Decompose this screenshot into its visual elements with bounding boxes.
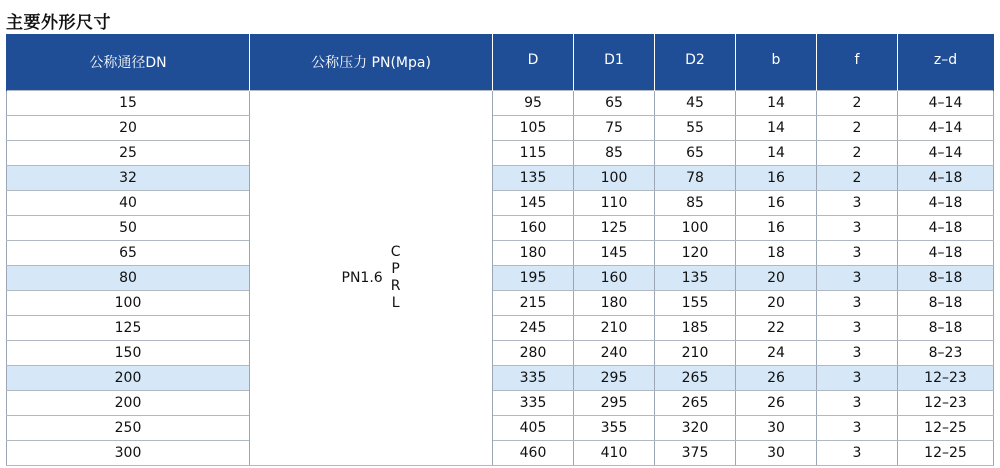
cell-zd: 4–14 bbox=[898, 140, 994, 165]
pressure-label: PN1.6 bbox=[341, 269, 383, 286]
cell-d: 405 bbox=[493, 415, 574, 440]
cell-d: 215 bbox=[493, 290, 574, 315]
cell-f: 3 bbox=[817, 440, 898, 465]
table-row bbox=[7, 90, 994, 115]
cell-b: 16 bbox=[736, 165, 817, 190]
cell-f: 2 bbox=[817, 115, 898, 140]
cell-b: 24 bbox=[736, 340, 817, 365]
cell-pressure bbox=[250, 90, 493, 465]
type-letters bbox=[391, 244, 401, 312]
table-row bbox=[7, 340, 994, 365]
cell-dn: 15 bbox=[7, 90, 250, 115]
table-row bbox=[7, 165, 994, 190]
type-letter: L bbox=[391, 294, 400, 311]
table-header-row bbox=[7, 34, 994, 90]
cell-d2: 120 bbox=[655, 240, 736, 265]
cell-d: 280 bbox=[493, 340, 574, 365]
cell-d1: 295 bbox=[574, 390, 655, 415]
cell-d2: 375 bbox=[655, 440, 736, 465]
cell-f: 2 bbox=[817, 90, 898, 115]
cell-d2: 210 bbox=[655, 340, 736, 365]
cell-b: 20 bbox=[736, 265, 817, 290]
type-letter: P bbox=[391, 260, 400, 277]
cell-d2: 185 bbox=[655, 315, 736, 340]
cell-d: 335 bbox=[493, 365, 574, 390]
cell-d1: 110 bbox=[574, 190, 655, 215]
cell-b: 18 bbox=[736, 240, 817, 265]
cell-f: 2 bbox=[817, 140, 898, 165]
cell-d1: 145 bbox=[574, 240, 655, 265]
cell-d2: 265 bbox=[655, 390, 736, 415]
table-row bbox=[7, 290, 994, 315]
cell-d: 180 bbox=[493, 240, 574, 265]
cell-f: 3 bbox=[817, 240, 898, 265]
cell-dn: 20 bbox=[7, 115, 250, 140]
cell-d2: 320 bbox=[655, 415, 736, 440]
cell-d2: 135 bbox=[655, 265, 736, 290]
cell-zd: 4–18 bbox=[898, 215, 994, 240]
table-row bbox=[7, 365, 994, 390]
cell-zd: 8–18 bbox=[898, 315, 994, 340]
cell-d: 145 bbox=[493, 190, 574, 215]
cell-f: 3 bbox=[817, 340, 898, 365]
cell-d1: 85 bbox=[574, 140, 655, 165]
cell-zd: 4–14 bbox=[898, 115, 994, 140]
header-b: b bbox=[736, 34, 817, 90]
cell-f: 3 bbox=[817, 365, 898, 390]
cell-d2: 78 bbox=[655, 165, 736, 190]
cell-zd: 12–23 bbox=[898, 365, 994, 390]
cell-d1: 295 bbox=[574, 365, 655, 390]
cell-d: 160 bbox=[493, 215, 574, 240]
cell-dn: 150 bbox=[7, 340, 250, 365]
cell-d1: 125 bbox=[574, 215, 655, 240]
header-d2: D2 bbox=[655, 34, 736, 90]
cell-d2: 55 bbox=[655, 115, 736, 140]
cell-dn: 200 bbox=[7, 390, 250, 415]
cell-b: 16 bbox=[736, 215, 817, 240]
cell-d1: 240 bbox=[574, 340, 655, 365]
cell-dn: 300 bbox=[7, 440, 250, 465]
cell-f: 3 bbox=[817, 390, 898, 415]
cell-dn: 50 bbox=[7, 215, 250, 240]
cell-f: 2 bbox=[817, 165, 898, 190]
cell-d2: 155 bbox=[655, 290, 736, 315]
table-row bbox=[7, 215, 994, 240]
cell-f: 3 bbox=[817, 315, 898, 340]
cell-b: 14 bbox=[736, 140, 817, 165]
cell-d1: 410 bbox=[574, 440, 655, 465]
cell-d1: 355 bbox=[574, 415, 655, 440]
cell-d: 135 bbox=[493, 165, 574, 190]
type-letter: R bbox=[390, 277, 401, 294]
cell-zd: 4–18 bbox=[898, 190, 994, 215]
table-row bbox=[7, 390, 994, 415]
cell-d1: 160 bbox=[574, 265, 655, 290]
cell-f: 3 bbox=[817, 290, 898, 315]
cell-d2: 85 bbox=[655, 190, 736, 215]
cell-b: 26 bbox=[736, 390, 817, 415]
cell-f: 3 bbox=[817, 190, 898, 215]
header-d: D bbox=[493, 34, 574, 90]
header-d1: D1 bbox=[574, 34, 655, 90]
cell-dn: 25 bbox=[7, 140, 250, 165]
cell-zd: 12–25 bbox=[898, 440, 994, 465]
cell-b: 20 bbox=[736, 290, 817, 315]
cell-zd: 4–18 bbox=[898, 240, 994, 265]
cell-b: 16 bbox=[736, 190, 817, 215]
cell-zd: 8–18 bbox=[898, 265, 994, 290]
header-zd: z–d bbox=[898, 34, 994, 90]
cell-zd: 12–25 bbox=[898, 415, 994, 440]
cell-zd: 8–18 bbox=[898, 290, 994, 315]
type-letter: C bbox=[390, 243, 401, 260]
cell-d: 95 bbox=[493, 90, 574, 115]
cell-b: 30 bbox=[736, 415, 817, 440]
cell-dn: 100 bbox=[7, 290, 250, 315]
table-row bbox=[7, 315, 994, 340]
cell-d: 460 bbox=[493, 440, 574, 465]
cell-dn: 80 bbox=[7, 265, 250, 290]
cell-d: 115 bbox=[493, 140, 574, 165]
header-f: f bbox=[817, 34, 898, 90]
dimensions-table bbox=[6, 34, 994, 466]
table-row bbox=[7, 240, 994, 265]
cell-dn: 65 bbox=[7, 240, 250, 265]
cell-b: 30 bbox=[736, 440, 817, 465]
cell-dn: 40 bbox=[7, 190, 250, 215]
cell-d: 245 bbox=[493, 315, 574, 340]
table-row bbox=[7, 190, 994, 215]
header-dn: 公称通径DN bbox=[7, 34, 250, 90]
cell-f: 3 bbox=[817, 415, 898, 440]
cell-zd: 8–23 bbox=[898, 340, 994, 365]
cell-d2: 65 bbox=[655, 140, 736, 165]
cell-f: 3 bbox=[817, 215, 898, 240]
cell-d1: 75 bbox=[574, 115, 655, 140]
cell-b: 22 bbox=[736, 315, 817, 340]
table-row bbox=[7, 140, 994, 165]
cell-dn: 250 bbox=[7, 415, 250, 440]
cell-dn: 200 bbox=[7, 365, 250, 390]
table-row bbox=[7, 440, 994, 465]
cell-b: 14 bbox=[736, 90, 817, 115]
cell-b: 26 bbox=[736, 365, 817, 390]
cell-d2: 265 bbox=[655, 365, 736, 390]
cell-d1: 210 bbox=[574, 315, 655, 340]
cell-zd: 4–18 bbox=[898, 165, 994, 190]
header-pressure: 公称压力 PN(Mpa) bbox=[250, 34, 493, 90]
table-row bbox=[7, 265, 994, 290]
cell-dn: 125 bbox=[7, 315, 250, 340]
cell-zd: 4–14 bbox=[898, 90, 994, 115]
cell-d: 195 bbox=[493, 265, 574, 290]
cell-d1: 180 bbox=[574, 290, 655, 315]
page-title: 主要外形尺寸 bbox=[6, 13, 111, 33]
table-row bbox=[7, 415, 994, 440]
table-row bbox=[7, 115, 994, 140]
cell-d: 105 bbox=[493, 115, 574, 140]
cell-d1: 100 bbox=[574, 165, 655, 190]
cell-d1: 65 bbox=[574, 90, 655, 115]
cell-zd: 12–23 bbox=[898, 390, 994, 415]
cell-d2: 100 bbox=[655, 215, 736, 240]
cell-d: 335 bbox=[493, 390, 574, 415]
cell-b: 14 bbox=[736, 115, 817, 140]
cell-d2: 45 bbox=[655, 90, 736, 115]
cell-f: 3 bbox=[817, 265, 898, 290]
cell-dn: 32 bbox=[7, 165, 250, 190]
